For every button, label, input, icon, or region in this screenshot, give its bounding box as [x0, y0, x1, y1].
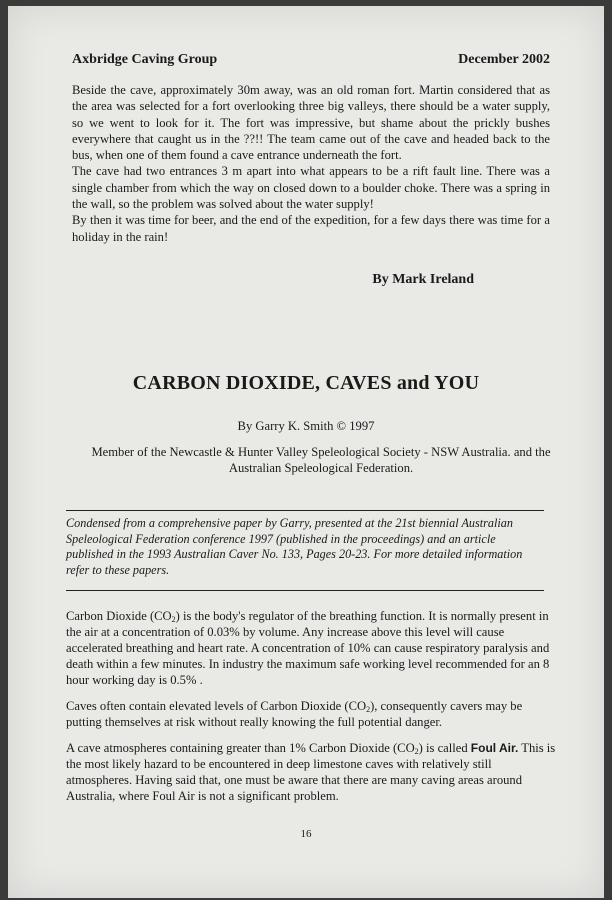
paragraph-foul-air: A cave atmospheres containing greater than 1% Carbon Dioxide $(CO_2)$ is called Foul Air. This is the most likely hazard to be encountered in deep limestone caves with relatively still atmospheres. Having said that, one must be aware that there are many caving areas around Australia, where Foul Air is not a significant problem. [66, 741, 556, 803]
report-byline: By Mark Ireland [372, 272, 474, 287]
page-number: 16 [300, 828, 312, 840]
divider-top [66, 510, 544, 511]
document-page [8, 6, 604, 898]
paragraph-caves-co2: Caves often contain elevated levels of Carbon Dioxide $(CO_2)$, consequently cavers may be putting themselves at risk without really knowing the full potential danger. [66, 699, 523, 729]
condensed-note: Condensed from a comprehensive paper by Garry, presented at the 21st biennial Australian Speleological Federation conference 1997 (published in the proceedings) and an article published in the 1993 Australian Caver No. 133, Pages 20-23. For more detailed information refer to these papers. [66, 516, 523, 577]
article-author: By Garry K. Smith © 1997 [237, 419, 375, 433]
foul-air-term: Foul Air. [470, 741, 519, 755]
article-title: CARBON DIOXIDE, CAVES and YOU [132, 372, 480, 394]
issue-date: December 2002 [458, 52, 550, 67]
expedition-report-text [72, 82, 550, 245]
paragraph-cave-entrances: The cave had two entrances 3 m apart into what appears to be a rift fault line. There was a single chamber from which the way on closed down to a boulder choke. There was a spring in the wall, so the problem was solved about the water supply! [72, 164, 550, 212]
author-affiliation: Member of the Newcastle & Hunter Valley Speleological Society - NSW Australia. and the Australian Speleological Federation. [91, 445, 551, 475]
divider-bottom [66, 590, 544, 591]
paragraph-roman-fort: Beside the cave, approximately 30m away, was an old roman fort. Martin considered that as the area was selected for a fort overlooking three big valleys, there should be a water supply, so we went to look for it. The fort was impressive, but shame about the prickly bushes everywhere that caught us in the ??!! The team came out of the cave and headed back to the bus, when one of them found a cave entrance underneath the fort. [72, 83, 550, 163]
paragraph-beer: By then it was time for beer, and the end of the expedition, for a few days there was time for a holiday in the rain! [72, 213, 550, 244]
group-name: Axbridge Caving Group [72, 52, 218, 67]
article-body [66, 608, 556, 814]
paragraph-co2-regulator: Carbon Dioxide $(CO_2)$ is the body's regulator of the breathing function. It is normally present in the air at a concentration of 0.03% by volume. Any increase above this level will cause accelerated breathing and heart rate. A concentration of 10% can cause respiratory paralysis and death within a few minutes. In industry the maximum safe working level recommended for an 8 hour working day is 0.5% . [66, 609, 550, 687]
